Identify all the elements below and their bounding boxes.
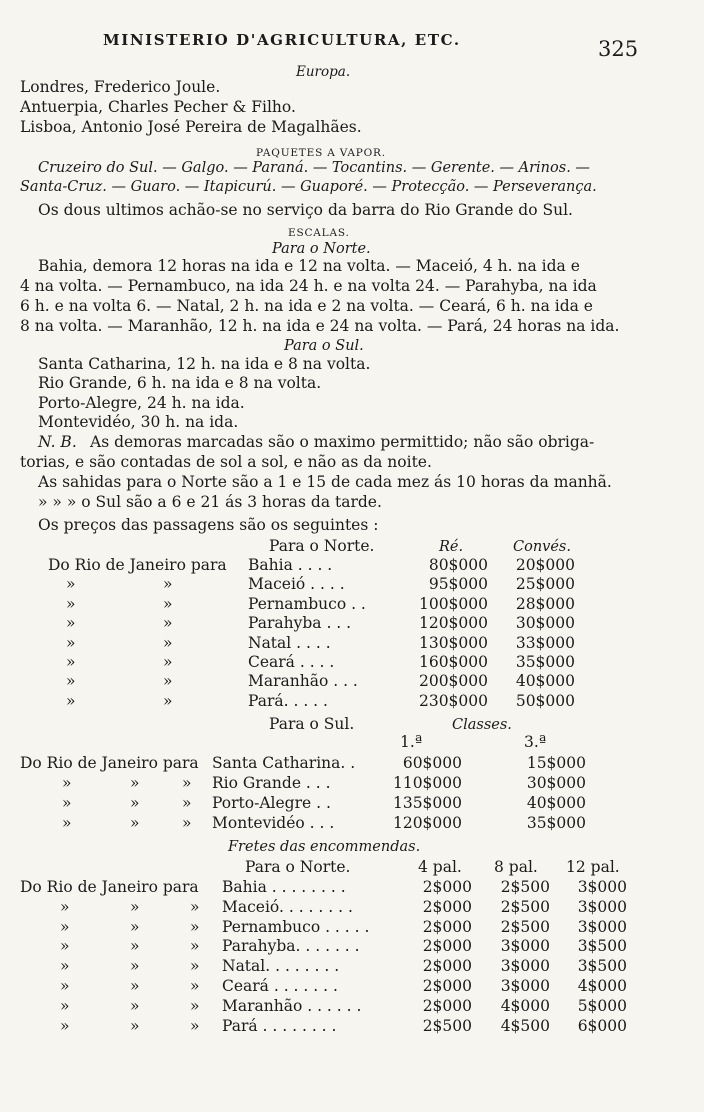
price-value: 3$000 (500, 957, 550, 976)
ditto-mark: » (66, 691, 76, 710)
ditto-mark: » (182, 794, 192, 812)
stops-north-heading: Para o Norte. (272, 241, 371, 257)
destination: Pará. . . . . (248, 691, 328, 710)
price-value: 2$500 (422, 1016, 472, 1035)
destination: Maceió . . . . (248, 575, 345, 594)
departures-line: » » » o Sul são a 6 e 21 ás 3 horas da tarde. (38, 493, 382, 511)
price-value: 130$000 (418, 633, 488, 652)
freight-col-12: 12 pal. (566, 858, 620, 876)
price-value: 15$000 (526, 754, 586, 772)
price-value: 2$000 (422, 937, 472, 956)
price-value: 2$500 (500, 878, 550, 896)
price-value: 50$000 (515, 691, 575, 710)
ditto-mark: » (190, 957, 200, 976)
price-value: 2$000 (422, 917, 472, 936)
price-value: 40$000 (526, 794, 586, 812)
fares-south-classes: Classes. (452, 717, 512, 733)
stops-south-line: Porto-Alegre, 24 h. na ida. (38, 394, 245, 412)
ditto-mark: » (66, 633, 76, 652)
fares-north-heading: Para o Norte. (269, 537, 375, 555)
departures-line: As sahidas para o Norte são a 1 e 15 de cada mez ás 10 horas da manhã. (38, 473, 612, 491)
ditto-mark: » (163, 594, 173, 613)
fares-south-col-3: 3.ª (524, 733, 547, 751)
fares-north-col-re: Ré. (439, 539, 464, 555)
destination: Montevidéo . . . (212, 814, 335, 832)
destination: Parahyba . . . (248, 614, 352, 633)
destination: Santa Catharina. . (212, 754, 356, 772)
price-value: 2$000 (422, 897, 472, 916)
ditto-mark: » (130, 897, 140, 916)
ditto-mark: » (66, 575, 76, 594)
destination: Maranhão . . . (248, 672, 358, 691)
steamers-heading: PAQUETES A VAPOR. (256, 147, 386, 159)
steamer-names-line: Cruzeiro do Sul. — Galgo. — Paraná. — Tocantins. — Gerente. — Arinos. — (38, 160, 590, 176)
price-value: 80$000 (428, 556, 488, 574)
price-value: 95$000 (428, 575, 488, 594)
price-value: 30$000 (515, 614, 575, 633)
destination: Natal . . . . (248, 633, 331, 652)
price-value: 200$000 (418, 672, 488, 691)
ditto-mark: » (60, 957, 70, 976)
origin-text: Do Rio de Janeiro para (20, 878, 199, 896)
price-value: 3$000 (500, 977, 550, 995)
ditto-mark: » (66, 672, 76, 691)
stops-north-line: 8 na volta. — Maranhão, 12 h. na ida e 24 na volta. — Pará, 24 horas na ida. (20, 317, 620, 335)
price-value: 120$000 (392, 814, 462, 832)
ditto-mark: » (182, 814, 192, 832)
destination: Pernambuco . . (248, 594, 366, 613)
price-value: 2$500 (500, 897, 550, 916)
origin-text: Do Rio de Janeiro para (20, 754, 199, 772)
ditto-mark: » (190, 1016, 200, 1035)
ditto-mark: » (60, 937, 70, 956)
ditto-mark: » (163, 691, 173, 710)
ditto-mark: » (130, 774, 140, 792)
price-value: 5$000 (577, 996, 627, 1015)
ditto-mark: » (130, 977, 140, 995)
price-value: 2$000 (422, 878, 472, 896)
destination: Maranhão . . . . . . (222, 996, 362, 1015)
agents-heading: Europa. (296, 64, 351, 80)
price-value: 230$000 (418, 691, 488, 710)
fares-south-col-1: 1.ª (400, 733, 423, 751)
ditto-mark: » (130, 996, 140, 1015)
ditto-mark: » (60, 996, 70, 1015)
ditto-mark: » (163, 614, 173, 633)
destination: Pará . . . . . . . . (222, 1016, 337, 1035)
price-value: 3$500 (577, 937, 627, 956)
destination: Porto-Alegre . . (212, 794, 331, 812)
ditto-mark: » (66, 594, 76, 613)
ditto-mark: » (60, 897, 70, 916)
price-value: 4$000 (577, 977, 627, 995)
ditto-mark: » (190, 917, 200, 936)
ditto-mark: » (190, 996, 200, 1015)
ditto-mark: » (163, 633, 173, 652)
ditto-mark: » (130, 794, 140, 812)
stops-north-line: Bahia, demora 12 horas na ida e 12 na volta. — Maceió, 4 h. na ida e (38, 257, 580, 275)
nota-bene-label: N. B. (38, 433, 77, 451)
price-value: 3$000 (577, 917, 627, 936)
destination: Pernambuco . . . . . (222, 917, 370, 936)
ditto-mark: » (130, 957, 140, 976)
destination: Bahia . . . . (248, 556, 333, 574)
nota-bene-line: torias, e são contadas de sol a sol, e não as da noite. (20, 453, 432, 471)
ditto-mark: » (130, 1016, 140, 1035)
steamers-note: Os dous ultimos achão-se no serviço da barra do Rio Grande do Sul. (38, 201, 573, 219)
ditto-mark: » (62, 814, 72, 832)
stops-south-line: Santa Catharina, 12 h. na ida e 8 na volta. (38, 355, 371, 373)
price-value: 3$500 (577, 957, 627, 976)
price-value: 3$000 (577, 897, 627, 916)
origin-text: Do Rio de Janeiro para (48, 556, 227, 574)
ditto-mark: » (163, 672, 173, 691)
price-value: 3$000 (577, 878, 627, 896)
destination: Ceará . . . . (248, 653, 335, 671)
price-value: 6$000 (577, 1016, 627, 1035)
freight-heading: Fretes das encommendas. (228, 839, 421, 855)
freight-subheading: Para o Norte. (245, 858, 351, 876)
price-value: 120$000 (418, 614, 488, 633)
ditto-mark: » (190, 897, 200, 916)
running-header-title: MINISTERIO D'AGRICULTURA, ETC. (103, 31, 461, 49)
price-value: 2$000 (422, 977, 472, 995)
stops-south-heading: Para o Sul. (284, 338, 364, 354)
fares-intro: Os preços das passagens são os seguintes : (38, 516, 379, 534)
destination: Maceió. . . . . . . . (222, 897, 353, 916)
freight-col-4: 4 pal. (418, 858, 462, 876)
price-value: 33$000 (515, 633, 575, 652)
price-value: 20$000 (515, 556, 575, 574)
stops-heading: ESCALAS. (288, 227, 350, 239)
ditto-mark: » (163, 575, 173, 594)
agent-line: Antuerpia, Charles Pecher & Filho. (20, 98, 296, 116)
ditto-mark: » (130, 814, 140, 832)
price-value: 4$000 (500, 996, 550, 1015)
destination: Parahyba. . . . . . . (222, 937, 360, 956)
ditto-mark: » (60, 917, 70, 936)
price-value: 4$500 (500, 1016, 550, 1035)
destination: Ceará . . . . . . . (222, 977, 338, 995)
nota-bene-line: As demoras marcadas são o maximo permittido; não são obriga- (90, 433, 595, 451)
agent-line: Londres, Frederico Joule. (20, 78, 221, 96)
page-number: 325 (598, 37, 639, 61)
ditto-mark: » (66, 653, 76, 671)
fares-south-heading: Para o Sul. (269, 715, 355, 733)
stops-north-line: 4 na volta. — Pernambuco, na ida 24 h. e na volta 24. — Parahyba, na ida (20, 277, 597, 295)
price-value: 35$000 (526, 814, 586, 832)
price-value: 100$000 (418, 594, 488, 613)
ditto-mark: » (190, 977, 200, 995)
price-value: 30$000 (526, 774, 586, 792)
price-value: 28$000 (515, 594, 575, 613)
destination: Natal. . . . . . . . (222, 957, 340, 976)
price-value: 110$000 (392, 774, 462, 792)
ditto-mark: » (130, 917, 140, 936)
price-value: 40$000 (515, 672, 575, 691)
price-value: 25$000 (515, 575, 575, 594)
price-value: 2$000 (422, 996, 472, 1015)
price-value: 3$000 (500, 937, 550, 956)
ditto-mark: » (182, 774, 192, 792)
destination: Bahia . . . . . . . . (222, 878, 346, 896)
steamer-names-line: Santa-Cruz. — Guaro. — Itapicurú. — Guaporé. — Protecção. — Perseverança. (20, 179, 597, 195)
ditto-mark: » (62, 794, 72, 812)
price-value: 60$000 (402, 754, 462, 772)
ditto-mark: » (60, 1016, 70, 1035)
ditto-mark: » (60, 977, 70, 995)
agent-line: Lisboa, Antonio José Pereira de Magalhães. (20, 118, 362, 136)
ditto-mark: » (62, 774, 72, 792)
stops-south-line: Rio Grande, 6 h. na ida e 8 na volta. (38, 374, 322, 392)
freight-col-8: 8 pal. (494, 858, 538, 876)
ditto-mark: » (66, 614, 76, 633)
destination: Rio Grande . . . (212, 774, 331, 792)
price-value: 35$000 (515, 653, 575, 671)
price-value: 160$000 (418, 653, 488, 671)
stops-north-line: 6 h. e na volta 6. — Natal, 2 h. na ida e 2 na volta. — Ceará, 6 h. na ida e (20, 297, 593, 315)
ditto-mark: » (130, 937, 140, 956)
ditto-mark: » (163, 653, 173, 671)
fares-north-col-conves: Convés. (513, 539, 571, 555)
price-value: 2$500 (500, 917, 550, 936)
stops-south-line: Montevidéo, 30 h. na ida. (38, 413, 239, 431)
price-value: 2$000 (422, 957, 472, 976)
ditto-mark: » (190, 937, 200, 956)
price-value: 135$000 (392, 794, 462, 812)
